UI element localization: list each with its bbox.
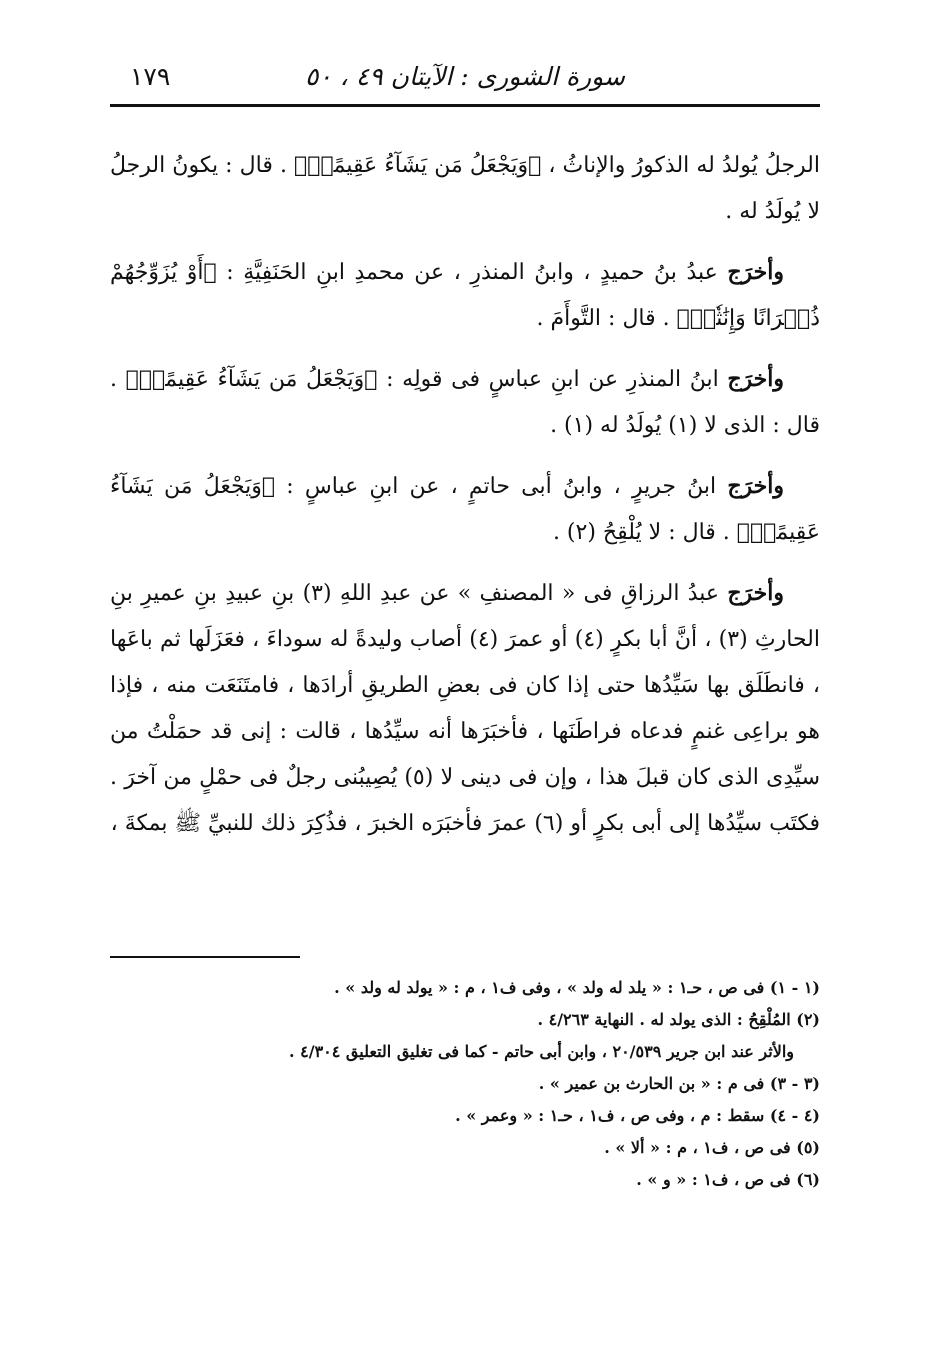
paragraph-lead: وأخرَج (727, 473, 784, 499)
footnotes (110, 972, 820, 1196)
paragraph (110, 356, 820, 449)
footnote: (٥) فى ص ، ف١ ، م : « ألا » . (604, 1138, 820, 1157)
paragraph-lead: وأخرَج (727, 580, 785, 606)
running-title: سورة الشورى : الآيتان ٤٩ ، ٥٠ (304, 62, 626, 91)
footnote: (١ - ١) فى ص ، حـ١ : « يلد له ولد » ، وفى ف١ ، م : « يولد له ولد » . (334, 978, 820, 997)
footnote: (٢) المُلْقِحُ : الذى يولد له . النهاية ٤/٢٦٣ . (537, 1010, 820, 1029)
paragraph (110, 249, 820, 342)
paragraph-text: ابنُ المنذرِ عن ابنِ عباسٍ فى قولِه : ﴿وَيَجْعَلُ مَن يَشَآءُ عَقِيمًاۚ﴾ . قال : الذى لا (١) يُولَدُ له (١) . (110, 367, 820, 438)
paragraph-text: عبدُ بنُ حميدٍ ، وابنُ المنذرِ ، عن محمدِ ابنِ الحَنَفِيَّةِ : ﴿أَوْ يُزَوِّجُهُمْ ذُكۡرَانًا وَإِنَٰثٗاۖ﴾ . قال : التَّوأَمَ . (110, 260, 820, 331)
main-text (110, 142, 820, 861)
paragraph-text: عبدُ الرزاقِ فى « المصنفِ » عن عبدِ اللهِ (٣) بنِ عبيدِ بنِ عميرِ بنِ الحارثِ (٣) ، أنَّ أبا بكرٍ (٤) أو عمرَ (٤) أصاب وليدةً له سوداءَ ، فعَزَلَها ثم باعَها ، فانطَلَق بها سَيِّدُها حتى إذا كان فى بعضِ الطريقِ أرادَها ، فامتَنَعَت منه ، فإذا هو براعِى غنمٍ فدعاه فراطَنَها ، فأخبَرَها أنه سيِّدُها ، قالت : إنى قد حمَلْتُ من سيِّدِى الذى كان قبلَ هذا ، وإن فى دينى لا (٥) يُصِيبُنى رجلٌ فى حمْلٍ من آخرَ . فكتَب سيِّدُها إلى أبى بكرٍ أو (٦) عمرَ فأخبَرَه الخبرَ ، فذُكِرَ ذلك للنبيِّ ﷺ بمكةَ ، (110, 581, 820, 836)
book-page (110, 50, 820, 1290)
page-number: ١٧٩ (130, 62, 171, 91)
paragraph-lead: وأخرَج (727, 259, 784, 285)
footnote: (٣ - ٣) فى م : « بن الحارث بن عمير » . (538, 1074, 820, 1093)
running-header (110, 50, 820, 107)
footnote-divider (110, 956, 300, 958)
paragraph-text: الرجلُ يُولدُ له الذكورُ والإناثُ ، ﴿وَيَجْعَلُ مَن يَشَآءُ عَقِيمًاۚ﴾ . قال : يكونُ الرجلُ لا يُولَدُ له . (110, 153, 820, 224)
footnote: (٤ - ٤) سقط : م ، وفى ص ، ف١ ، حـ١ : « وعمر » . (455, 1106, 820, 1125)
paragraph-text: ابنُ جريرٍ ، وابنُ أبى حاتمٍ ، عن ابنِ عباسٍ : ﴿وَيَجْعَلُ مَن يَشَآءُ عَقِيمًاۚ﴾ . قال : لا يُلْقِحُ (٢) . (110, 474, 820, 545)
paragraph (110, 570, 820, 847)
paragraph (110, 142, 820, 235)
footnote: (٦) فى ص ، ف١ : « و » . (636, 1170, 820, 1189)
paragraph (110, 463, 820, 556)
paragraph-lead: وأخرَج (727, 366, 784, 392)
footnote-continuation: والأثر عند ابن جرير ٢٠/٥٣٩ ، وابن أبى حاتم - كما فى تغليق التعليق ٤/٣٠٤ . (288, 1042, 794, 1061)
